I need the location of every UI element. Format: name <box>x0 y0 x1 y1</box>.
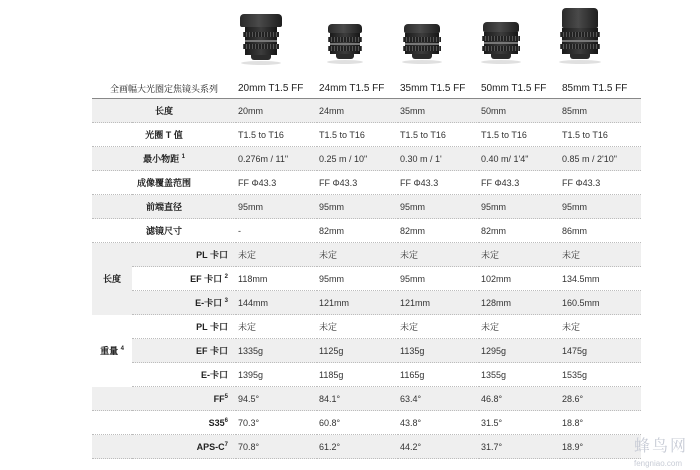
cell: 1165g <box>398 363 479 387</box>
cell: 24mm <box>317 99 398 123</box>
cell: 50mm <box>479 99 560 123</box>
cell: 未定 <box>236 243 317 267</box>
cell: 1335g <box>236 339 317 363</box>
cell: 1475g <box>560 339 641 363</box>
cell: 未定 <box>479 315 560 339</box>
format-label: APS-$C^7$ <box>92 435 236 459</box>
cell: FF Φ43.3 <box>317 171 398 195</box>
cell: T1.5 to T16 <box>560 123 641 147</box>
cell: 31.7° <box>479 435 560 459</box>
watermark-url: fengniao.com <box>633 459 682 468</box>
cell: 82mm <box>479 219 560 243</box>
format-label: $S35^6$ <box>92 411 236 435</box>
footnote-mark: 2 <box>224 274 228 280</box>
cell: 95mm <box>479 195 560 219</box>
cell: 60.8° <box>317 411 398 435</box>
cell: 70.8° <box>236 435 317 459</box>
cell: 1535g <box>560 363 641 387</box>
group-label-weight: 重量 $^4$ <box>100 346 124 356</box>
cell: 未定 <box>560 243 641 267</box>
lens-image-50mm <box>484 22 518 58</box>
cell: 0.276m / 11" <box>236 147 317 171</box>
table-row <box>92 195 641 219</box>
cell: T1.5 to T16 <box>236 123 317 147</box>
cell: 46.8° <box>479 387 560 411</box>
row-label: 最小物距 $^1$ <box>92 147 236 171</box>
table-row <box>92 267 641 291</box>
table-row <box>92 219 641 243</box>
cell: FF Φ43.3 <box>398 171 479 195</box>
cell: 35mm <box>398 99 479 123</box>
lens-image-20mm <box>245 14 277 60</box>
table-row <box>92 411 641 435</box>
cell: 94.5° <box>236 387 317 411</box>
cell: 0.40 m/ 1'4" <box>479 147 560 171</box>
cell: 未定 <box>236 315 317 339</box>
cell: 95mm <box>398 267 479 291</box>
lens-name: 35mm T1.5 FF <box>398 78 479 99</box>
footnote-mark: 7 <box>224 441 228 448</box>
cell: 160.5mm <box>560 291 641 315</box>
table-header-row <box>92 78 641 99</box>
table-row <box>92 363 641 387</box>
row-label: 长度 <box>92 99 236 123</box>
mount-label: E-卡口 $^3$ <box>132 291 236 315</box>
cell: 未定 <box>398 243 479 267</box>
cell: FF Φ43.3 <box>560 171 641 195</box>
mount-label: EF 卡口 $^2$ <box>132 267 236 291</box>
lens-image-85mm <box>562 8 598 60</box>
cell: 28.6° <box>560 387 641 411</box>
cell: 95mm <box>560 195 641 219</box>
lens-name: 20mm T1.5 FF <box>236 78 317 99</box>
watermark-logo: 蜂鸟网 <box>633 438 688 455</box>
cell: 43.8° <box>398 411 479 435</box>
cell: 1125g <box>317 339 398 363</box>
cell: 未定 <box>560 315 641 339</box>
lens-image-row <box>0 0 700 78</box>
lens-name: 85mm T1.5 FF <box>560 78 641 99</box>
mount-label: PL 卡口 <box>132 243 236 267</box>
table-row <box>92 339 641 363</box>
footnote-mark: 6 <box>224 417 228 424</box>
cell: 1395g <box>236 363 317 387</box>
cell: 102mm <box>479 267 560 291</box>
cell: 128mm <box>479 291 560 315</box>
group-label-length: 长度 <box>92 243 132 315</box>
lens-image-24mm <box>330 24 360 58</box>
table-row <box>92 291 641 315</box>
spec-table <box>92 78 641 459</box>
cell: 31.5° <box>479 411 560 435</box>
cell: - <box>236 219 317 243</box>
lens-name: 50mm T1.5 FF <box>479 78 560 99</box>
cell: FF Φ43.3 <box>236 171 317 195</box>
row-label: 光圈 T 值 <box>92 123 236 147</box>
table-row <box>92 435 641 459</box>
table-row <box>92 99 641 123</box>
cell: 未定 <box>398 315 479 339</box>
cell: 82mm <box>317 219 398 243</box>
cell: 121mm <box>398 291 479 315</box>
row-label: 滤镜尺寸 <box>92 219 236 243</box>
lens-name: 24mm T1.5 FF <box>317 78 398 99</box>
cell: 1295g <box>479 339 560 363</box>
cell: 未定 <box>317 315 398 339</box>
mount-label: PL 卡口 <box>132 315 236 339</box>
table-row <box>92 171 641 195</box>
table-row <box>92 123 641 147</box>
table-row <box>92 243 641 267</box>
mount-label: E-卡口 <box>132 363 236 387</box>
footnote-mark: 3 <box>224 298 228 304</box>
cell: 144mm <box>236 291 317 315</box>
cell: 134.5mm <box>560 267 641 291</box>
cell: 121mm <box>317 291 398 315</box>
footnote-mark: 1 <box>181 154 185 160</box>
cell: 118mm <box>236 267 317 291</box>
cell: 未定 <box>479 243 560 267</box>
cell: 18.8° <box>560 411 641 435</box>
lens-image-35mm <box>405 24 439 58</box>
cell: 84.1° <box>317 387 398 411</box>
cell: FF Φ43.3 <box>479 171 560 195</box>
cell: 95mm <box>398 195 479 219</box>
cell: 未定 <box>317 243 398 267</box>
footnote-mark: 5 <box>224 393 228 400</box>
cell: 95mm <box>317 267 398 291</box>
cell: 18.9° <box>560 435 641 459</box>
cell: 70.3° <box>236 411 317 435</box>
mount-label: EF 卡口 <box>132 339 236 363</box>
cell: 20mm <box>236 99 317 123</box>
table-row <box>92 387 641 411</box>
cell: 85mm <box>560 99 641 123</box>
cell: 63.4° <box>398 387 479 411</box>
cell: T1.5 to T16 <box>398 123 479 147</box>
cell: 1355g <box>479 363 560 387</box>
cell: 95mm <box>317 195 398 219</box>
cell: 95mm <box>236 195 317 219</box>
cell: 1185g <box>317 363 398 387</box>
cell: 0.85 m / 2'10" <box>560 147 641 171</box>
cell: 61.2° <box>317 435 398 459</box>
cell: T1.5 to T16 <box>479 123 560 147</box>
cell: 0.30 m / 1' <box>398 147 479 171</box>
footnote-mark: 4 <box>120 346 124 352</box>
table-row <box>92 147 641 171</box>
cell: 1135g <box>398 339 479 363</box>
format-label: $FF^5$ <box>92 387 236 411</box>
table-title: 全画幅大光圈定焦镜头系列 <box>92 78 236 99</box>
row-label: 成像覆盖范围 <box>92 171 236 195</box>
cell: 82mm <box>398 219 479 243</box>
table-row <box>92 315 641 339</box>
cell: 0.25 m / 10" <box>317 147 398 171</box>
cell: 86mm <box>560 219 641 243</box>
cell: T1.5 to T16 <box>317 123 398 147</box>
row-label: 前端直径 <box>92 195 236 219</box>
cell: 44.2° <box>398 435 479 459</box>
